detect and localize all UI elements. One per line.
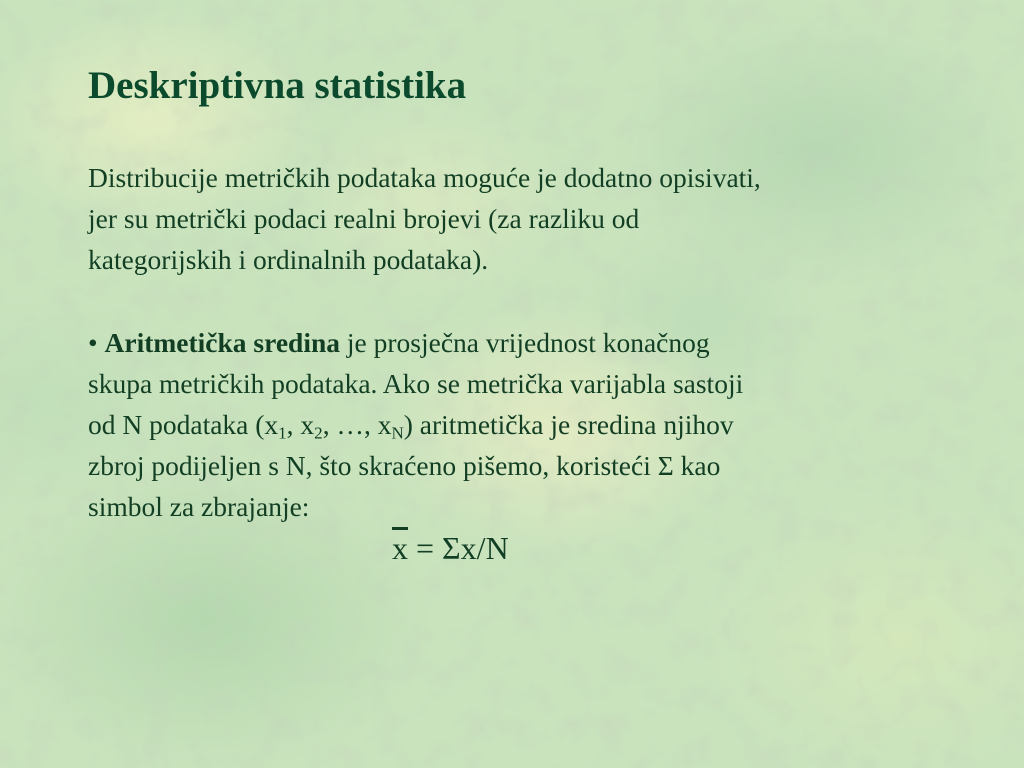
subscript-n: N (391, 423, 404, 443)
subscript-2: 2 (314, 423, 323, 443)
formula-rest: = Σx/N (408, 530, 509, 566)
line3-mid2: , …, x (322, 409, 392, 440)
bullet-line-1-rest: je prosječna vrijednost konačnog (340, 327, 710, 358)
slide-body (88, 157, 948, 527)
subscript-1: 1 (278, 423, 287, 443)
line3-after: ) aritmetička je sredina njihov (403, 409, 734, 440)
bullet-line-2: skupa metričkih podataka. Ako se metrička varijabla sastoji (88, 368, 744, 399)
bullet-line-4: zbroj podijeljen s N, što skraćeno pišemo, koristeći Σ kao (88, 450, 721, 481)
intro-line-3: kategorijskih i ordinalnih podataka). (88, 244, 489, 275)
bullet-term: Aritmetička sredina (104, 327, 341, 358)
bullet-line-1 (88, 322, 948, 363)
slide-title: Deskriptivna statistika (88, 64, 467, 107)
line3-mid1: , x (286, 409, 315, 440)
intro-line-2: jer su metrički podaci realni brojevi (za razliku od (88, 203, 640, 234)
bullet-marker: • (88, 327, 98, 358)
intro-line-1: Distribucije metričkih podataka moguće je dodatno opisivati, (88, 162, 761, 193)
bullet-line-5: simbol za zbrajanje: (88, 491, 310, 522)
x-bar: $\overline{x}$ (392, 530, 408, 566)
mean-formula (392, 526, 509, 570)
bullet-line-3 (88, 404, 948, 445)
line3-before: od N podataka (x (88, 409, 279, 440)
